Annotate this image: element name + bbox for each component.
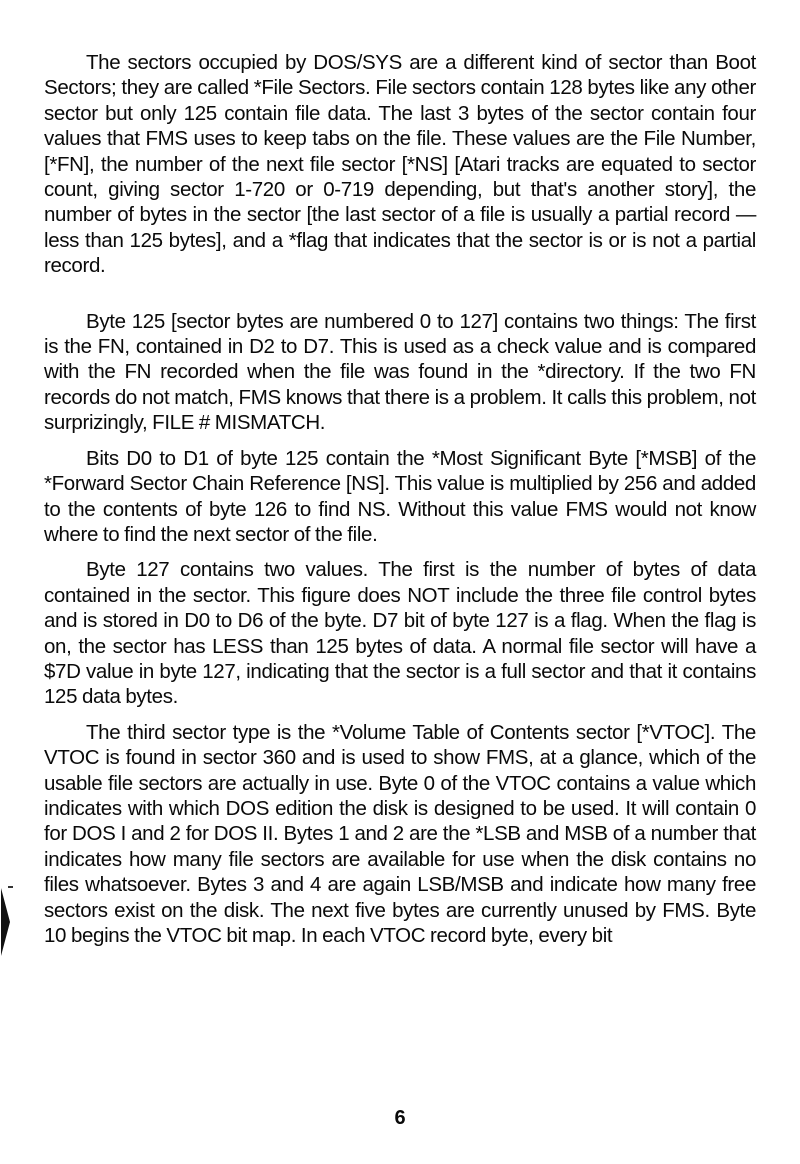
paragraph-file-sectors: The sectors occupied by DOS/SYS are a different kind of sector than Boot Sectors; they are called *File Sectors. File sectors contain 128 bytes like any other sector but only 125 contain file data. The last 3 bytes of the sector contain four values that FMS uses to keep tabs on the file. These values are the File Number, [*FN], the number of the next file sector [*NS] [Atari tracks are equated to sector count, giving sector 1-720 or 0-719 depending, but that's another story], the number of bytes in the sector [the last sector of a file is usually a partial record — less than 125 bytes], and a *flag that indicates that the sector is or is not a partial record. xyxy=(44,51,756,278)
paragraph-vtoc: The third sector type is the *Volume Table of Contents sector [*VTOC]. The VTOC is found in sector 360 and is used to show FMS, at a glance, which of the usable file sectors are actually in use. Byte 0 of the VTOC contains a value which indicates with which DOS edition the disk is designed to be used. It will contain 0 for DOS I and 2 for DOS II. Bytes 1 and 2 are the *LSB and MSB of a number that indicates how many file sectors are available for use when the disk contains no files whatsoever. Bytes 3 and 4 are again LSB/MSB and indicate how many free sectors exist on the disk. The next five bytes are currently unused by FMS. Byte 10 begins the VTOC bit map. In each VTOC record byte, every bit xyxy=(44,720,756,947)
scan-margin-mark xyxy=(1,888,10,956)
paragraph-byte-125: Byte 125 [sector bytes are numbered 0 to 127] contains two things: The first is the FN, contained in D2 to D7. This is used as a check value and is compared with the FN recorded when the file was found in the *directory. If the two FN records do not match, FMS knows that there is a problem. It calls this problem, not surprizingly, FILE # MISMATCH. xyxy=(44,309,756,435)
page-number: 6 xyxy=(394,1107,406,1129)
page-body xyxy=(44,50,756,948)
paragraph-byte-127: Byte 127 contains two values. The first is the number of bytes of data contained in the sector. This figure does NOT include the three file control bytes and is stored in D0 to D6 of the byte. D7 bit of byte 127 is a flag. When the flag is on, the sector has LESS than 125 bytes of data. A normal file sector will have a $7D value in byte 127, indicating that the sector is a full sector and that it contains 125 data bytes. xyxy=(44,558,756,709)
paragraph-bits-d0-d1: Bits D0 to D1 of byte 125 contain the *Most Significant Byte [*MSB] of the *Forward Sector Chain Reference [NS]. This value is multiplied by 256 and added to the contents of byte 126 to find NS. Without this value FMS would not know where to find the next sector of the file. xyxy=(44,446,756,546)
